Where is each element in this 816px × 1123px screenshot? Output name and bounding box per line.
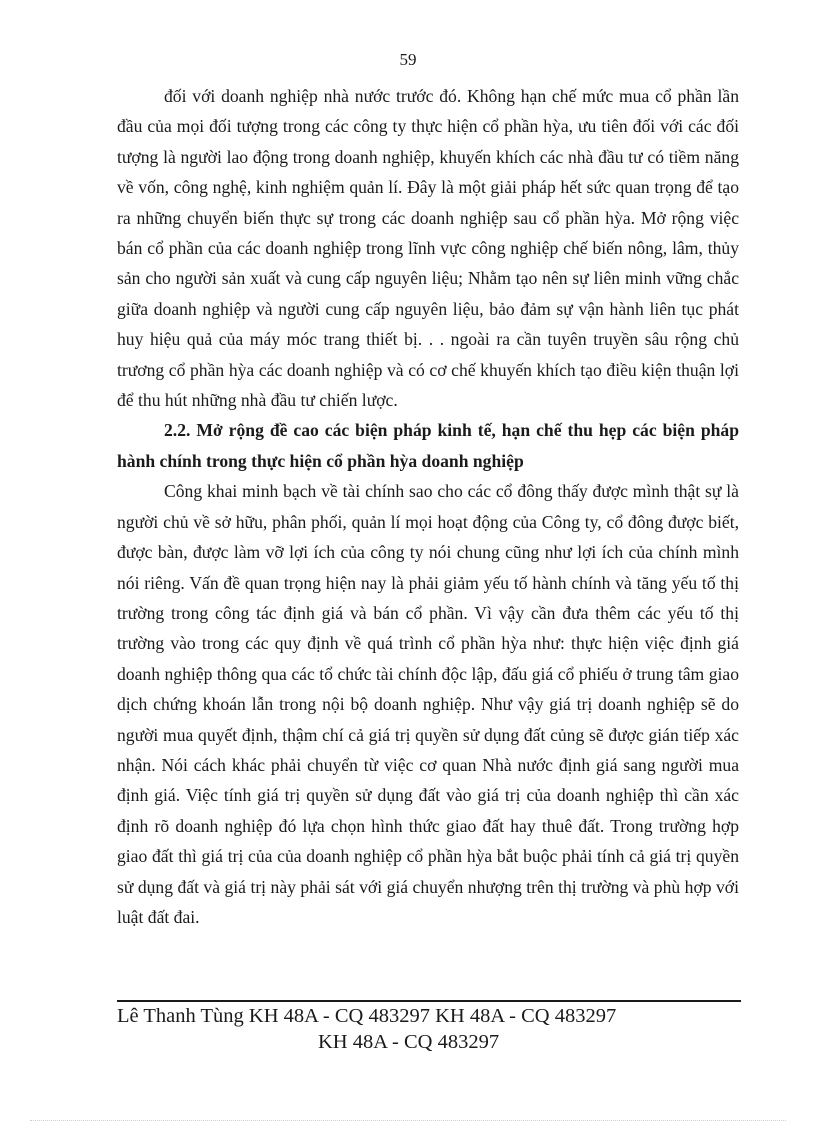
footer-divider [117,1000,741,1002]
continued-paragraph: đối với doanh nghiệp nhà nước trước đó. Không hạn chế mức mua cổ phần lần đầu của mọi đối tượng trong các công ty thực hiện cổ phần hỳa, ưu tiên đối với các đối tượng là người lao động trong doanh nghiệp, khuyến khích các nhà đầu tư có tiềm năng về vốn, công nghệ, kinh nghiệm quản lí. Đây là một giải pháp hết sức quan trọng để tạo ra những chuyển biến thực sự trong các doanh nghiệp sau cổ phần hỳa. Mở rộng việc bán cổ phần của các doanh nghiệp trong lĩnh vực công nghiệp chế biến nông, lâm, thủy sản cho người sản xuất và cung cấp nguyên liệu; Nhằm tạo nên sự liên minh vững chắc giữa doanh nghiệp và người cung cấp nguyên liệu, bảo đảm sự vận hành liên tục phát huy hiệu quả của máy móc trang thiết bị. . . ngoài ra cần tuyên truyền sâu rộng chủ trương cổ phần hỳa các doanh nghiệp và có cơ chế khuyến khích tạo điều kiện thuận lợi để thu hút những nhà đầu tư chiến lược. [117,86,739,411]
section-heading: 2.2. Mở rộng đề cao các biện pháp kinh tế, hạn chế thu hẹp các biện pháp hành chính trong thực hiện cổ phần hỳa doanh nghiệp [117,420,739,471]
footer-class-line: KH 48A - CQ 483297 [318,1031,500,1053]
document-body [117,81,739,932]
section-paragraph: Công khai minh bạch về tài chính sao cho các cổ đông thấy được mình thật sự là người chủ về sở hữu, phân phối, quản lí mọi hoạt động của Công ty, cổ đông được biết, được bàn, được làm vỡ lợi ích của công ty nói chung cũng như lợi ích của chính mình nói riêng. Vấn đề quan trọng hiện nay là phải giảm yếu tố hành chính và tăng yếu tố thị trường trong công tác định giá và bán cổ phần. Vì vậy cần đưa thêm các yếu tố thị trường vào trong các quy định về quá trình cổ phần hỳa như: thực hiện việc định giá doanh nghiệp thông qua các tổ chức tài chính độc lập, đấu giá cổ phiếu ở trung tâm giao dịch chứng khoán lẫn trong nội bộ doanh nghiệp. Như vậy giá trị doanh nghiệp sẽ do người mua quyết định, thậm chí cả giá trị quyền sử dụng đất củng sẽ được gián tiếp xác nhận. Nói cách khác phải chuyển từ việc cơ quan Nhà nước định giá sang người mua định giá. Việc tính giá trị quyền sử dụng đất vào giá trị của doanh nghiệp thì cần xác định rõ doanh nghiệp đó lựa chọn hình thức giao đất hay thuê đất. Trong trường hợp giao đất thì giá trị của của doanh nghiệp cổ phần hỳa bắt buộc phải tính cả giá trị quyền sử dụng đất và giá trị này phải sát với giá chuyển nhượng trên thị trường và phù hợp với luật đất đai. [117,481,739,927]
footer [117,1003,741,1055]
page-bottom-border [30,1120,786,1121]
page-number: 59 [399,50,417,69]
footer-author-line: Lê Thanh Tùng KH 48A - CQ 483297 KH 48A - CQ 483297 [117,1005,617,1027]
